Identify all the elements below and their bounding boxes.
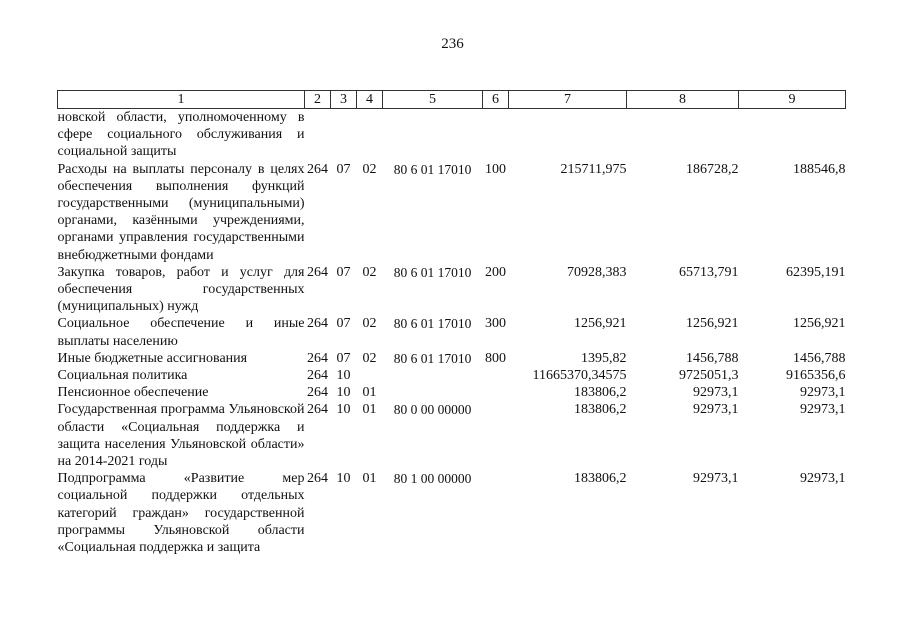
chapter-code: 10 xyxy=(336,368,351,384)
table-row xyxy=(58,109,846,161)
row-name: Социальное обеспечение и иные выплаты населению xyxy=(57,316,305,349)
column-header: 3 xyxy=(331,91,357,109)
chapter-code: 10 xyxy=(336,471,351,487)
target-article-code: 80 6 01 17010 xyxy=(393,161,472,177)
target-article-code: 80 6 01 17010 xyxy=(393,316,472,332)
amount-col-8: 9725051,3 xyxy=(679,368,739,384)
section-code: 264 xyxy=(307,264,328,280)
column-header: 1 xyxy=(58,91,305,109)
subsection-code: 01 xyxy=(362,385,377,401)
amount-col-9: 92973,1 xyxy=(800,385,846,401)
target-article-code xyxy=(383,384,483,401)
budget-table xyxy=(57,90,846,556)
row-name: Иные бюджетные ассигнования xyxy=(57,350,248,366)
amount-col-9: 92973,1 xyxy=(800,471,846,487)
amount-col-9: 62395,191 xyxy=(786,264,846,280)
chapter-code: 10 xyxy=(336,385,351,401)
amount-col-8: 92973,1 xyxy=(693,471,739,487)
amount-col-7: 11665370,34575 xyxy=(532,368,627,384)
target-article-code: 80 6 01 17010 xyxy=(393,264,472,280)
section-code: 264 xyxy=(307,368,328,384)
amount-col-8: 186728,2 xyxy=(686,161,739,177)
expense-type-code xyxy=(483,401,509,470)
target-article-code xyxy=(383,109,483,161)
expense-type-code: 100 xyxy=(485,161,506,177)
table-row xyxy=(58,264,846,316)
amount-col-8: 65713,791 xyxy=(679,264,739,280)
expense-type-code xyxy=(483,384,509,401)
expense-type-code xyxy=(483,470,509,556)
subsection-code xyxy=(357,109,383,161)
subsection-code: 01 xyxy=(362,402,377,418)
column-numbers-row xyxy=(58,91,846,109)
subsection-code xyxy=(357,367,383,384)
amount-col-9: 1256,921 xyxy=(793,316,846,332)
amount-col-7: 1395,82 xyxy=(581,350,627,366)
column-header: 6 xyxy=(483,91,509,109)
section-code: 264 xyxy=(307,402,328,418)
column-header: 9 xyxy=(739,91,846,109)
amount-col-7: 215711,975 xyxy=(560,161,627,177)
amount-col-7: 183806,2 xyxy=(574,402,627,418)
table-row xyxy=(58,161,846,264)
section-code: 264 xyxy=(307,316,328,332)
subsection-code: 02 xyxy=(362,316,377,332)
expense-type-code xyxy=(483,109,509,161)
chapter-code: 10 xyxy=(336,402,351,418)
table-row xyxy=(58,401,846,470)
column-header: 8 xyxy=(627,91,739,109)
amount-col-9 xyxy=(739,109,846,161)
row-name: Закупка товаров, работ и услуг для обеспечения государственных (муниципальных) нужд xyxy=(57,264,305,315)
amount-col-7 xyxy=(509,109,627,161)
target-article-code: 80 0 00 00000 xyxy=(393,402,472,418)
target-article-code xyxy=(383,367,483,384)
row-name: Расходы на выплаты персоналу в целях обеспечения выполнения функций государственными (муниципальными) органами, казёнными учреждениями, органами управления государственными внебюджетными фондами xyxy=(57,161,305,263)
table-row xyxy=(58,470,846,556)
target-article-code: 80 6 01 17010 xyxy=(393,350,472,366)
table-row xyxy=(58,367,846,384)
section-code: 264 xyxy=(307,385,328,401)
amount-col-7: 70928,383 xyxy=(567,264,627,280)
amount-col-7: 183806,2 xyxy=(574,385,627,401)
chapter-code xyxy=(331,109,357,161)
expense-type-code: 200 xyxy=(485,264,506,280)
amount-col-8: 1456,788 xyxy=(686,350,739,366)
row-name: Государственная программа Ульяновской области «Социальная поддержка и защита населения Ульяновской области» на 2014-2021 годы xyxy=(57,402,305,470)
row-name: Пенсионное обеспечение xyxy=(57,385,209,401)
amount-col-7: 1256,921 xyxy=(574,316,627,332)
expense-type-code xyxy=(483,367,509,384)
chapter-code: 07 xyxy=(336,161,351,177)
section-code: 264 xyxy=(307,350,328,366)
amount-col-8: 92973,1 xyxy=(693,402,739,418)
chapter-code: 07 xyxy=(336,350,351,366)
column-header: 2 xyxy=(305,91,331,109)
row-name: новской области, уполномоченному в сфере социального обслуживания и социальной защиты xyxy=(57,110,305,160)
chapter-code: 07 xyxy=(336,264,351,280)
amount-col-7: 183806,2 xyxy=(574,471,627,487)
table-row xyxy=(58,350,846,367)
row-name: Социальная политика xyxy=(57,368,188,384)
column-header: 7 xyxy=(509,91,627,109)
expense-type-code: 800 xyxy=(485,350,506,366)
column-header: 5 xyxy=(383,91,483,109)
section-code: 264 xyxy=(307,161,328,177)
subsection-code: 02 xyxy=(362,161,377,177)
amount-col-8: 92973,1 xyxy=(693,385,739,401)
section-code: 264 xyxy=(307,471,328,487)
target-article-code: 80 1 00 00000 xyxy=(393,471,472,487)
table-row xyxy=(58,315,846,349)
table-body xyxy=(58,109,846,557)
chapter-code: 07 xyxy=(336,316,351,332)
amount-col-8 xyxy=(627,109,739,161)
expense-type-code: 300 xyxy=(485,316,506,332)
amount-col-9: 188546,8 xyxy=(793,161,846,177)
row-name: Подпрограмма «Развитие мер социальной поддержки отдельных категорий граждан» государственной программы Ульяновской области «Социальная поддержка и защита xyxy=(57,471,305,556)
amount-col-9: 92973,1 xyxy=(800,402,846,418)
page-number: 236 xyxy=(441,36,464,52)
section-code xyxy=(305,109,331,161)
amount-col-9: 9165356,6 xyxy=(786,368,846,384)
amount-col-8: 1256,921 xyxy=(686,316,739,332)
subsection-code: 02 xyxy=(362,264,377,280)
amount-col-9: 1456,788 xyxy=(793,350,846,366)
table-row xyxy=(58,384,846,401)
column-header: 4 xyxy=(357,91,383,109)
subsection-code: 02 xyxy=(362,350,377,366)
subsection-code: 01 xyxy=(362,471,377,487)
